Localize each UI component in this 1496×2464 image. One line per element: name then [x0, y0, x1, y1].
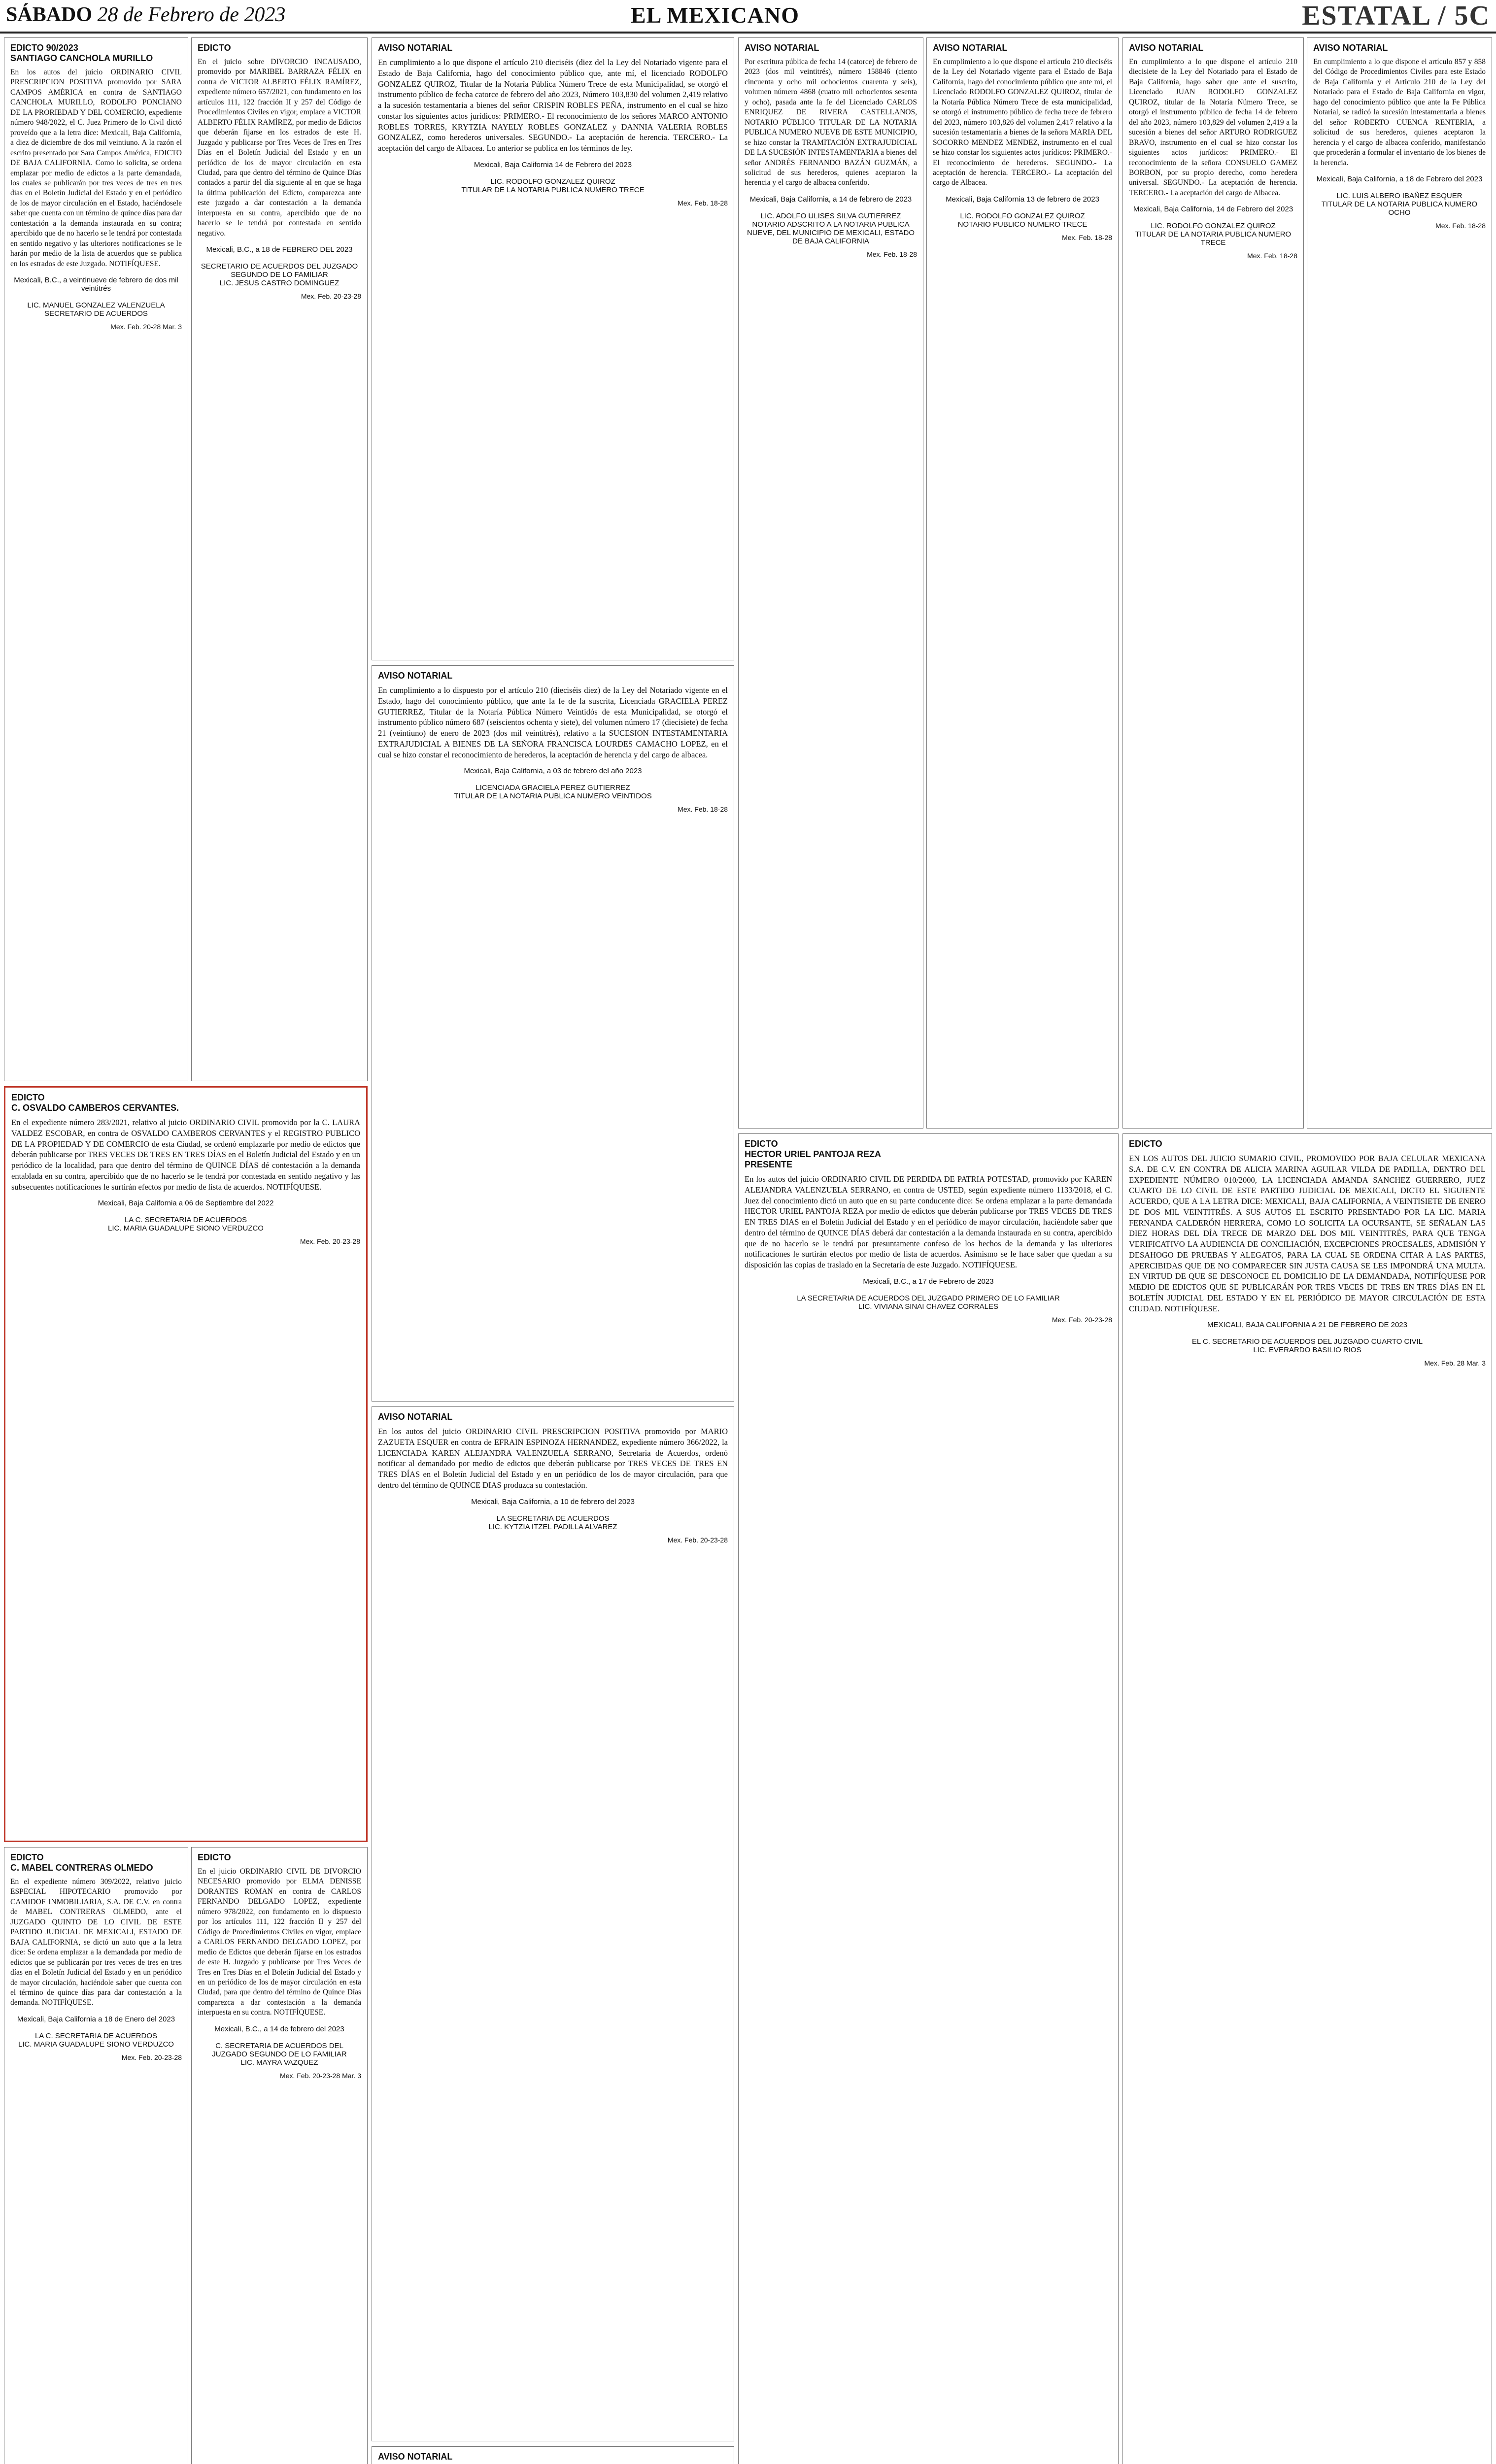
notice-publication-dates: Mex. Feb. 20-23-28	[301, 292, 361, 301]
notice-title: AVISO NOTARIAL	[745, 43, 819, 53]
notice-body: En cumplimiento a lo que dispone el artículo 857 y 858 del Código de Procedimientos Civiles para este Estado de Baja California y el Artículo 210 de la Ley del Notariado para el Estado de Baja California en vigor, hago del conocimiento público que ante la Fe Pública Notarial, se radicó la sucesión intestamentaria a bienes del señor ROBERTO CUENCA RENTERIA, a solicitud de sus herederos, quienes aceptaron la herencia y el cargo de albacea conferido, manifestando que procederán a formular el inventario de los bienes de la herencia.	[1313, 58, 1486, 167]
notice-edicto-canchola	[4, 37, 188, 1081]
notice-publication-dates: Mex. Feb. 20-28 Mar. 3	[110, 323, 182, 331]
notice-publication-dates: Mex. Feb. 18-28	[678, 805, 728, 814]
notice-body: En los autos del juicio ORDINARIO CIVIL PRESCRIPCION POSITIVA promovido por SARA CAMPOS AMÉRICA en contra de SANTIAGO CANCHOLA MURILLO, RODOLFO PONCIANO DE LA PRORIEDAD Y DEL COMERCIO, expediente número 948/2022, el C. Juez Primero de lo Civil dictó proveído que a la letra dice: Mexicali, Baja California, a diez de diciembre de dos mil veintiuno. A la razón el escrito presentado por Sara Campos América, EDICTO DE BAJA CALIFORNIA. Como lo solicita, se ordena emplazar por medio de edictos a la parte demandada, los cuales se publicarán por tres veces de tres en tres días en el Boletín Judicial del Estado y en el periódico de los de mayor circulación en el Estado, haciéndosele saber que cuenta con un término de quince días para dar contestación a la demanda instaurada en su contra; apercibido que de no hacerlo se le tendrá por contestada en sentido negativo y las ulteriores notificaciones se le harán por medio de la lista de acuerdos que se publica en los estrados de este Juzgado. NOTIFÍQUESE.	[10, 68, 182, 268]
notice-body: En cumplimiento a lo dispuesto por el artículo 210 (dieciséis diez) de la Ley del Notariado vigente en el Estado, hago del conocimiento público, que ante la fe de la suscrita, Licenciada GRACIELA PEREZ GUTIERREZ, Titular de la Notaría Pública Número Veintidós de esta Municipalidad, se otorgó el instrumento público número 687 (seiscientos ochenta y siete), del volumen número 17 (diecisiete) de fecha 21 (veintiuno) de enero de 2023 (dos mil veintitrés), relativo a la SUCESION INTESTAMENTARIA EXTRAJUDICIAL A BIENES DE LA SEÑORA FRANCISCA LOURDES CAMACHO LOPEZ, en el cual se hizo constar el reconocimiento de herederos, la aceptación de herencia y del cargo de albacea.	[378, 685, 728, 759]
notice-publication-dates: Mex. Feb. 18-28	[867, 250, 917, 258]
notice-body: EN LOS AUTOS DEL JUICIO SUMARIO CIVIL, PROMOVIDO POR BAJA CELULAR MEXICANA S.A. DE C.V. EN CONTRA DE ALICIA MARINA AGUILAR VILDA DE PADILLA, DENTRO DEL EXPEDIENTE NÚMERO 010/2000, LA LICENCIADA AMANDA SANCHEZ GUERRERO, JUEZ CUARTO DE LO CIVIL DE ESTE PARTIDO JUDICIAL DE MEXICALI, DICTO EL SIGUIENTE ACUERDO, QUE A LA LETRA DICE: MEXICALI, BAJA CALIFORNIA, A VEINTISIETE DE ENERO DE DOS MIL VEINTITRÉS. A SUS AUTOS EL ESCRITO PRESENTADO POR LA LIC. MARIA FERNANDA CALDERÓN HERRERA, COMO LO SOLICITA LA OCURSANTE, SE SEÑALAN LAS DIEZ HORAS DEL DÍA TRECE DE MARZO DEL DOS MIL VEINTITRÉS, PARA QUE TENGA VERIFICATIVO LA AUDIENCIA DE CONCILIACIÓN, EXCEPCIONES PROCESALES, ADMISIÓN Y DESAHOGO DE PRUEBAS Y ALEGATOS, PARA LA CUAL SE ORDENA CITAR A LAS PARTES, APERCIBIDAS QUE DE NO COMPARECER SIN JUSTA CAUSA SE LES IMPONDRÁ UNA MULTA. EN VIRTUD DE QUE SE DESCONOCE EL DOMICILIO DE LA DEMANDADA, NOTIFÍQUESE POR MEDIO DE EDICTOS QUE SE PUBLICARÁN POR TRES VECES DE TRES EN TRES DÍAS EN EL BOLETÍN JUDICIAL DEL ESTADO Y EN EL PERIÓDICO DE MAYOR CIRCULACIÓN DE ESTA CIUDAD. NOTIFÍQUESE.	[1129, 1154, 1486, 1313]
notice-title: AVISO NOTARIAL	[378, 1412, 453, 1422]
notice-publication-dates: Mex. Feb. 20-23-28	[121, 2053, 182, 2061]
notice-title: EDICTO	[198, 1852, 231, 1862]
notice-publication-dates: Mex. Feb. 28 Mar. 3	[1424, 1359, 1486, 1368]
notice-signature: Mexicali, Baja California, a 18 de Febrero del 2023 LIC. LUIS ALBERO IBAÑEZ ESQUER TITULAR DE LA NOTARIA PUBLICA NUMERO OCHO	[1316, 174, 1483, 217]
notice-aviso-mendez	[926, 37, 1119, 1129]
notice-edicto-divorcio	[191, 37, 368, 1081]
header-date	[6, 3, 285, 27]
notice-publication-dates: Mex. Feb. 20-23-28 Mar. 3	[280, 2071, 361, 2080]
notice-edicto-camberos	[4, 1086, 368, 1842]
notice-signature: Mexicali, Baja California 13 de febrero de 2023 LIC. RODOLFO GONZALEZ QUIROZ NOTARIO PUBLICO NUMERO TRECE	[946, 195, 1099, 229]
notice-title: EDICTO	[198, 43, 231, 53]
notice-body: En los autos del juicio ORDINARIO CIVIL DE PERDIDA DE PATRIA POTESTAD, promovido por KAREN ALEJANDRA VALENZUELA SERRANO, en contra de USTED, según expediente número 1133/2018, el C. Juez del conocimiento dictó un auto que en su parte conducente dice: Se ordena emplazar a la parte demandada HECTOR URIEL PANTOJA REZA por medio de edictos que deberán publicarse por TRES VECES DE TRES EN TRES DIAS en el Boletín Judicial del Estado y en el periódico de mayor circulación, haciéndole saber que dentro del término de QUINCE DÍAS deberá dar contestación a la demanda instaurada en su contra, apercibido que de no hacerlo se le tendrá por presuntamente confeso de los hechos de la demanda y las ulteriores notificaciones le surtirán efectos por medio de lista de acuerdos. Asimismo se le hace saber que quedan a su disposición las copias de traslado en la Secretaría de este Juzgado. NOTIFÍQUESE.	[745, 1174, 1112, 1270]
notice-signature: Mexicali, B.C., a veintinueve de febrero de dos mil veintitrés LIC. MANUEL GONZALEZ VALENZUELA SECRETARIO DE ACUERDOS	[14, 276, 178, 318]
notice-edicto-delgado	[191, 1847, 368, 2464]
newspaper-name: EL MEXICANO	[631, 2, 799, 28]
notice-body: En cumplimiento a lo que dispone el artículo 210 diecisiete de la Ley del Notariado para el Estado de Baja California, hago saber que ante el suscrito, Licenciado JUAN RODOLFO GONZALEZ QUIROZ, titular de la Notaría Número Trece, se otorgó el instrumento público de fecha 14 de febrero del año 2023, número 103,829 del volumen 2,419 a la sucesión a bienes del señor ARTURO RODRIGUEZ BRAVO, instrumento en el cual se hizo constar los siguientes actos jurídicos: PRIMERO.- El reconocimiento de la señora CONSUELO GAMEZ BORBON, por su propio derecho, como heredera universal. SEGUNDO.- La aceptación de herencia. TERCERO.- La aceptación del cargo de Albacea.	[1129, 58, 1297, 197]
notice-body: En los autos del juicio ORDINARIO CIVIL PRESCRIPCION POSITIVA promovido por MARIO ZAZUETA ESQUER en contra de EFRAIN ESPINOZA HERNANDEZ, expediente número 366/2022, la LICENCIADA KAREN ALEJANDRA VALENZUELA SERRANO, Secretaria de Acuerdos, ordenó notificar al demandado por medio de edictos que deberán publicarse por TRES VECES DE TRES EN TRES DÍAS en el Boletín Judicial del Estado y en un periódico de los de mayor circulación, para que dentro del término de QUINCE DIAS produzca su contestación.	[378, 1427, 728, 1490]
notice-aviso-rodriguez	[1122, 37, 1304, 1129]
notice-title: EDICTO C. MABEL CONTRERAS OLMEDO	[10, 1852, 153, 1873]
notice-signature: Mexicali, B.C., a 17 de Febrero de 2023 LA SECRETARIA DE ACUERDOS DEL JUZGADO PRIMERO DE LO FAMILIAR LIC. VIVIANA SINAI CHAVEZ CORRALES	[797, 1277, 1060, 1311]
notice-title: AVISO NOTARIAL	[378, 43, 453, 53]
notice-publication-dates: Mex. Feb. 20-23-28	[667, 1536, 728, 1544]
notice-aviso-robles	[372, 37, 734, 660]
notice-title: EDICTO C. OSVALDO CAMBEROS CERVANTES.	[11, 1093, 179, 1113]
notice-title: AVISO NOTARIAL	[378, 671, 453, 681]
notice-body: En cumplimiento a lo que dispone el artículo 210 dieciséis de la Ley del Notariado vigente para el Estado de Baja California, hago del conocimiento público que ante mí, el Licenciado RODOLFO GONZALEZ QUIROZ, titular de la Notaría Pública Número Trece de esta municipalidad, se otorgó el instrumento público de fecha trece de febrero del 2023, número 103,826 del volumen 2,417 relativo a la sucesión testamentaria a bienes de la señora MARIA DEL SOCORRO MENDEZ MENDEZ, instrumento en el cual se hizo constar los siguientes actos jurídicos: PRIMERO.- El reconocimiento de herederos. SEGUNDO.- La aceptación de herencia. TERCERO.- La aceptación del cargo de Albacea.	[933, 58, 1112, 187]
notice-body: En cumplimiento a lo que dispone el artículo 210 dieciséis (diez del la Ley del Notariado vigente para el Estado de Baja California, hago del conocimiento público que, ante mí, el licenciado RODOLFO GONZALEZ QUIROZ, Titular de la Notaría Pública Número Trece de esta Municipalidad, se otorgó el instrumento público de fecha catorce de febrero del año 2023, Número 103,830 del volumen 2,419 relativo a la sucesión testamentaria a bienes del señor CRISPIN ROBLES PEÑA, instrumento en el cual se hizo constar los siguientes actos jurídicos: PRIMERO.- El reconocimiento de los señores MARCO ANTONIO ROBLES TORRES, KRYTZIA NAYELY ROBLES GONZALEZ y DANNIA VALERIA ROBLES GONZALEZ, como herederos universales. SEGUNDO.- La aceptación de herencia. TERCERO.- La aceptación del cargo de Albacea. Lo anterior se publica en los términos de ley.	[378, 58, 728, 153]
notice-publication-dates: Mex. Feb. 18-28	[1062, 233, 1112, 241]
notice-title: EDICTO 90/2023 SANTIAGO CANCHOLA MURILLO	[10, 43, 153, 63]
notice-aviso-cuenca	[1307, 37, 1492, 1129]
notice-body: En el expediente número 309/2022, relativo juicio ESPECIAL HIPOTECARIO promovido por CAMIDOF INMOBILIARIA, S.A. DE C.V. en contra de MABEL CONTRERAS OLMEDO, ante el JUZGADO QUINTO DE LO CIVIL DE ESTE PARTIDO JUDICIAL DE MEXICALI, ESTADO DE BAJA CALIFORNIA, se dictó un auto que a la letra dice: Se ordena emplazar a la demandada por medio de edictos que se publicarán por tres veces de tres en tres días en el Boletín Judicial del Estado y en un periódico de mayor circulación, haciéndole saber que cuenta con el término de quince días para dar contestación a la demanda. NOTIFÍQUESE.	[10, 1878, 182, 2007]
notice-signature: Mexicali, Baja California, 14 de Febrero del 2023 LIC. RODOLFO GONZALEZ QUIROZ TITULAR DE LA NOTARIA PUBLICA NUMERO TRECE	[1133, 205, 1293, 247]
notice-title: AVISO NOTARIAL	[933, 43, 1008, 53]
notice-signature: Mexicali, Baja California, a 03 de febrero del año 2023 LICENCIADA GRACIELA PEREZ GUTIERREZ TITULAR DE LA NOTARIA PUBLICA NUMERO VEINTIDOS	[454, 767, 652, 801]
notice-title: AVISO NOTARIAL	[1313, 43, 1388, 53]
notice-body: En el juicio ORDINARIO CIVIL DE DIVORCIO NECESARIO promovido por ELMA DENISSE DORANTES ROMAN en contra de CARLOS FERNANDO DELGADO LOPEZ, expediente número 978/2022, con fundamento en lo dispuesto por los artículos 111, 122 fracción II y 257 del Código de Procedimientos Civiles en vigor, emplace a CARLOS FERNANDO DELGADO LOPEZ, por medio de Edictos que deberán fijarse en los estrados de este H. Juzgado y publicarse por Tres Veces de Tres en Tres Días en el Boletín Judicial del Estado y en un periódico de los de mayor circulación en esta Ciudad, para que dentro del término de Quince Días comparezca a dar contestación a la demanda interpuesta en su contra. NOTIFÍQUESE.	[198, 1867, 361, 2017]
notice-publication-dates: Mex. Feb. 18-28	[1435, 221, 1486, 230]
notice-title: AVISO NOTARIAL	[1129, 43, 1204, 53]
notice-aviso-pompa	[372, 2446, 734, 2464]
notice-body: Por escritura pública de fecha 14 (catorce) de febrero de 2023 (dos mil veintitrés), número 158846 (ciento cincuenta y ocho mil ochocientos cuarenta y seis), volumen número 4868 (cuatro mil ochocientos sesenta y ocho), pasada ante la fe del Licenciado CARLOS ENRIQUEZ DE RIVERA CASTELLANOS, NOTARIO PÚBLICO TITULAR DE LA NOTARIA PUBLICA NUMERO NUEVE DE ESTE MUNICIPIO, se hizo constar la TRAMITACIÓN EXTRAJUDICIAL DE LA SUCESIÓN INTESTAMENTARIA a bienes del señor ANDRÉS FERNANDO BAZÁN GUZMÁN, a solicitud de sus herederos, quienes aceptaron la herencia y el cargo de albacea conferido.	[745, 58, 917, 187]
notice-body: En el expediente número 283/2021, relativo al juicio ORDINARIO CIVIL promovido por la C. LAURA VALDEZ ESCOBAR, en contra de OSVALDO CAMBEROS CERVANTES y el REGISTRO PUBLICO DE LA PROPIEDAD Y DE COMERCIO de esta Ciudad, se ordenó emplazarle por medio de edictos que deberán publicarse por TRES VECES DE TRES EN TRES DÍAS en el Boletín Judicial del Estado y en un periódico de la localidad, para que dentro del término de QUINCE DÍAS dé contestación a la demanda entablada en su contra, apercibido que de no hacerlo se le tendrá por contestada en sentido negativo y las subsecuentes notificaciones le surtirán efectos por medio de lista de acuerdos. NOTIFÍQUESE.	[11, 1118, 360, 1192]
notice-signature: Mexicali, Baja California 14 de Febrero del 2023 LIC. RODOLFO GONZALEZ QUIROZ TITULAR DE LA NOTARIA PUBLICA NUMERO TRECE	[461, 160, 645, 194]
notice-signature: Mexicali, Baja California, a 14 de febrero de 2023 LIC. ADOLFO ULISES SILVA GUTIERREZ NOTARIO ADSCRITO A LA NOTARIA PUBLICA NUEVE, DEL MUNICIPIO DE MEXICALI, ESTADO DE BAJA CALIFORNIA	[747, 195, 915, 245]
notice-publication-dates: Mex. Feb. 18-28	[1247, 252, 1297, 260]
notice-title: EDICTO HECTOR URIEL PANTOJA REZA PRESENTE	[745, 1139, 882, 1169]
notice-signature: Mexicali, Baja California, a 10 de febrero del 2023 LA SECRETARIA DE ACUERDOS LIC. KYTZIA ITZEL PADILLA ALVAREZ	[471, 1497, 635, 1531]
notice-publication-dates: Mex. Feb. 20-23-28	[1052, 1315, 1112, 1324]
notice-title: EDICTO	[1129, 1139, 1162, 1149]
notice-aviso-bazan	[738, 37, 923, 1129]
notice-signature: MEXICALI, BAJA CALIFORNIA A 21 DE FEBRERO DE 2023 EL C. SECRETARIO DE ACUERDOS DEL JUZGADO CUARTO CIVIL LIC. EVERARDO BASILIO RIOS	[1191, 1321, 1423, 1355]
section-label: ESTATAL / 5C	[1302, 0, 1490, 31]
notice-signature: Mexicali, Baja California a 06 de Septiembre del 2022 LA C. SECRETARIA DE ACUERDOS LIC. MARIA GUADALUPE SIONO VERDUZCO	[98, 1199, 274, 1233]
notice-aviso-camacho	[372, 665, 734, 1402]
notice-signature: Mexicali, B.C., a 14 de febrero del 2023 C. SECRETARIA DE ACUERDOS DEL JUZGADO SEGUNDO DE LO FAMILIAR LIC. MAYRA VAZQUEZ	[212, 2024, 347, 2067]
header-day: SÁBADO	[6, 3, 93, 26]
notice-edicto-aguilar	[1122, 1133, 1492, 2464]
notice-edicto-pantoja	[738, 1133, 1119, 2464]
notice-title: AVISO NOTARIAL	[378, 2452, 453, 2462]
notice-publication-dates: Mex. Feb. 18-28	[678, 199, 728, 207]
notice-body: En el juicio sobre DIVORCIO INCAUSADO, promovido por MARIBEL BARRAZA FÉLIX en contra de VICTOR ALBERTO FÉLIX RAMÍREZ, expediente número 657/2021, con fundamento en los artículos 111, 122 fracción II y 257 del Código de Procedimientos Civiles en vigor, emplace a VICTOR ALBERTO FÉLIX RAMÍREZ, por medio de Edictos que deberán fijarse en los estrados de este H. Juzgado y publicarse por Tres Veces de Tres en Tres Días en el Boletín Judicial del Estado y en un periódico de los de mayor circulación en esta Ciudad, para que dentro del término de Quince Días contados a partir del día siguiente al en que se haga la última publicación del Edicto, comparezca ante este juzgado a dar contestación a la demanda interpuesta en su contra, apercibido que de no hacerlo se le tendrá por contestada en sentido negativo.	[198, 58, 361, 238]
page-header	[0, 0, 1496, 34]
notice-edicto-contreras	[4, 1847, 188, 2464]
notice-signature: Mexicali, Baja California a 18 de Enero del 2023 LA C. SECRETARIA DE ACUERDOS LIC. MARIA GUADALUPE SIONO VERDUZCO	[17, 2015, 175, 2049]
notice-publication-dates: Mex. Feb. 20-23-28	[300, 1237, 360, 1246]
notice-signature: Mexicali, B.C., a 18 de FEBRERO DEL 2023 SECRETARIO DE ACUERDOS DEL JUZGADO SEGUNDO DE LO FAMILIAR LIC. JESUS CASTRO DOMINGUEZ	[201, 245, 358, 288]
header-date-text: 28 de Febrero de 2023	[97, 3, 286, 26]
notice-aviso-zazueta	[372, 1406, 734, 2441]
